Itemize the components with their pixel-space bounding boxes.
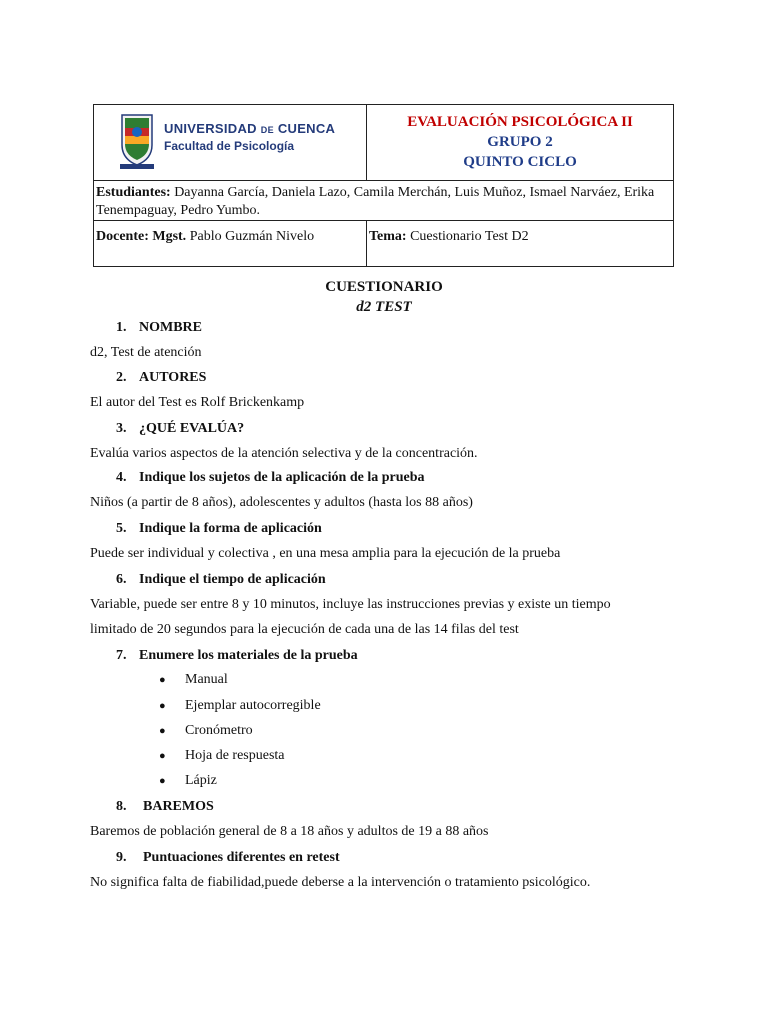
bullet-icon: ● xyxy=(159,674,166,686)
logo-cell xyxy=(94,105,367,181)
topic-value: Cuestionario Test D2 xyxy=(406,229,529,244)
topic-label: Tema: xyxy=(369,229,407,244)
answer-8: Baremos de población general de 8 a 18 años y adultos de 19 a 88 años xyxy=(90,824,489,839)
list-item: ● Lápiz xyxy=(159,773,217,788)
question-8: 8. BAREMOS xyxy=(116,799,214,814)
question-1: 1. NOMBRE xyxy=(116,320,202,335)
teacher-value: Pablo Guzmán Nivelo xyxy=(186,229,315,244)
answer-2: El autor del Test es Rolf Brickenkamp xyxy=(90,395,305,410)
answer-5: Puede ser individual y colectiva , en una mesa amplia para la ejecución de la prueba xyxy=(90,546,561,561)
cycle-label: QUINTO CICLO xyxy=(463,154,577,170)
group-label: GRUPO 2 xyxy=(487,134,553,150)
title-cell xyxy=(367,105,674,181)
question-5: 5. Indique la forma de aplicación xyxy=(116,521,322,536)
answer-9: No significa falta de fiabilidad,puede deberse a la intervención o tratamiento psicológico. xyxy=(90,875,591,890)
students-cell xyxy=(94,181,674,221)
question-7: 7. Enumere los materiales de la prueba xyxy=(116,648,358,663)
university-seal-icon xyxy=(118,111,156,171)
header-table xyxy=(93,104,674,267)
answer-1: d2, Test de atención xyxy=(90,345,202,360)
list-item: ● Ejemplar autocorregible xyxy=(159,698,321,713)
faculty-name: Facultad de Psicología xyxy=(164,139,295,153)
topic-cell xyxy=(367,221,674,267)
university-logo xyxy=(118,111,338,173)
students-value: Dayanna García, Daniela Lazo, Camila Merchán, Luis Muñoz, Ismael Narváez, Erika Tenempaguay, Pedro Yumbo. xyxy=(96,185,655,218)
bullet-icon: ● xyxy=(159,725,166,737)
bullet-icon: ● xyxy=(159,750,166,762)
teacher-cell xyxy=(94,221,367,267)
bullet-icon: ● xyxy=(159,775,166,787)
question-3: 3. ¿QUÉ EVALÚA? xyxy=(116,421,245,436)
course-title: EVALUACIÓN PSICOLÓGICA II xyxy=(407,114,633,130)
answer-4: Niños (a partir de 8 años), adolescentes y adultos (hasta los 88 años) xyxy=(90,495,473,510)
document-heading: CUESTIONARIO xyxy=(325,279,443,295)
list-item: ● Hoja de respuesta xyxy=(159,748,285,763)
question-9: 9. Puntuaciones diferentes en retest xyxy=(116,850,340,865)
students-label: Estudiantes: xyxy=(96,185,171,200)
document-subheading: d2 TEST xyxy=(356,299,412,315)
university-name: UNIVERSIDAD DE CUENCA xyxy=(164,121,336,136)
question-4: 4. Indique los sujetos de la aplicación de la prueba xyxy=(116,470,425,485)
answer-6-line-2: limitado de 20 segundos para la ejecución de cada una de las 14 filas del test xyxy=(90,622,519,637)
answer-6-line-1: Variable, puede ser entre 8 y 10 minutos, incluye las instrucciones previas y existe un tiempo xyxy=(90,597,611,612)
answer-3: Evalúa varios aspectos de la atención selectiva y de la concentración. xyxy=(90,446,478,461)
question-2: 2. AUTORES xyxy=(116,370,207,385)
question-6: 6. Indique el tiempo de aplicación xyxy=(116,572,326,587)
bullet-icon: ● xyxy=(159,700,166,712)
list-item: ● Cronómetro xyxy=(159,723,253,738)
list-item: ● Manual xyxy=(159,672,228,687)
teacher-label: Docente: Mgst. xyxy=(96,229,187,244)
